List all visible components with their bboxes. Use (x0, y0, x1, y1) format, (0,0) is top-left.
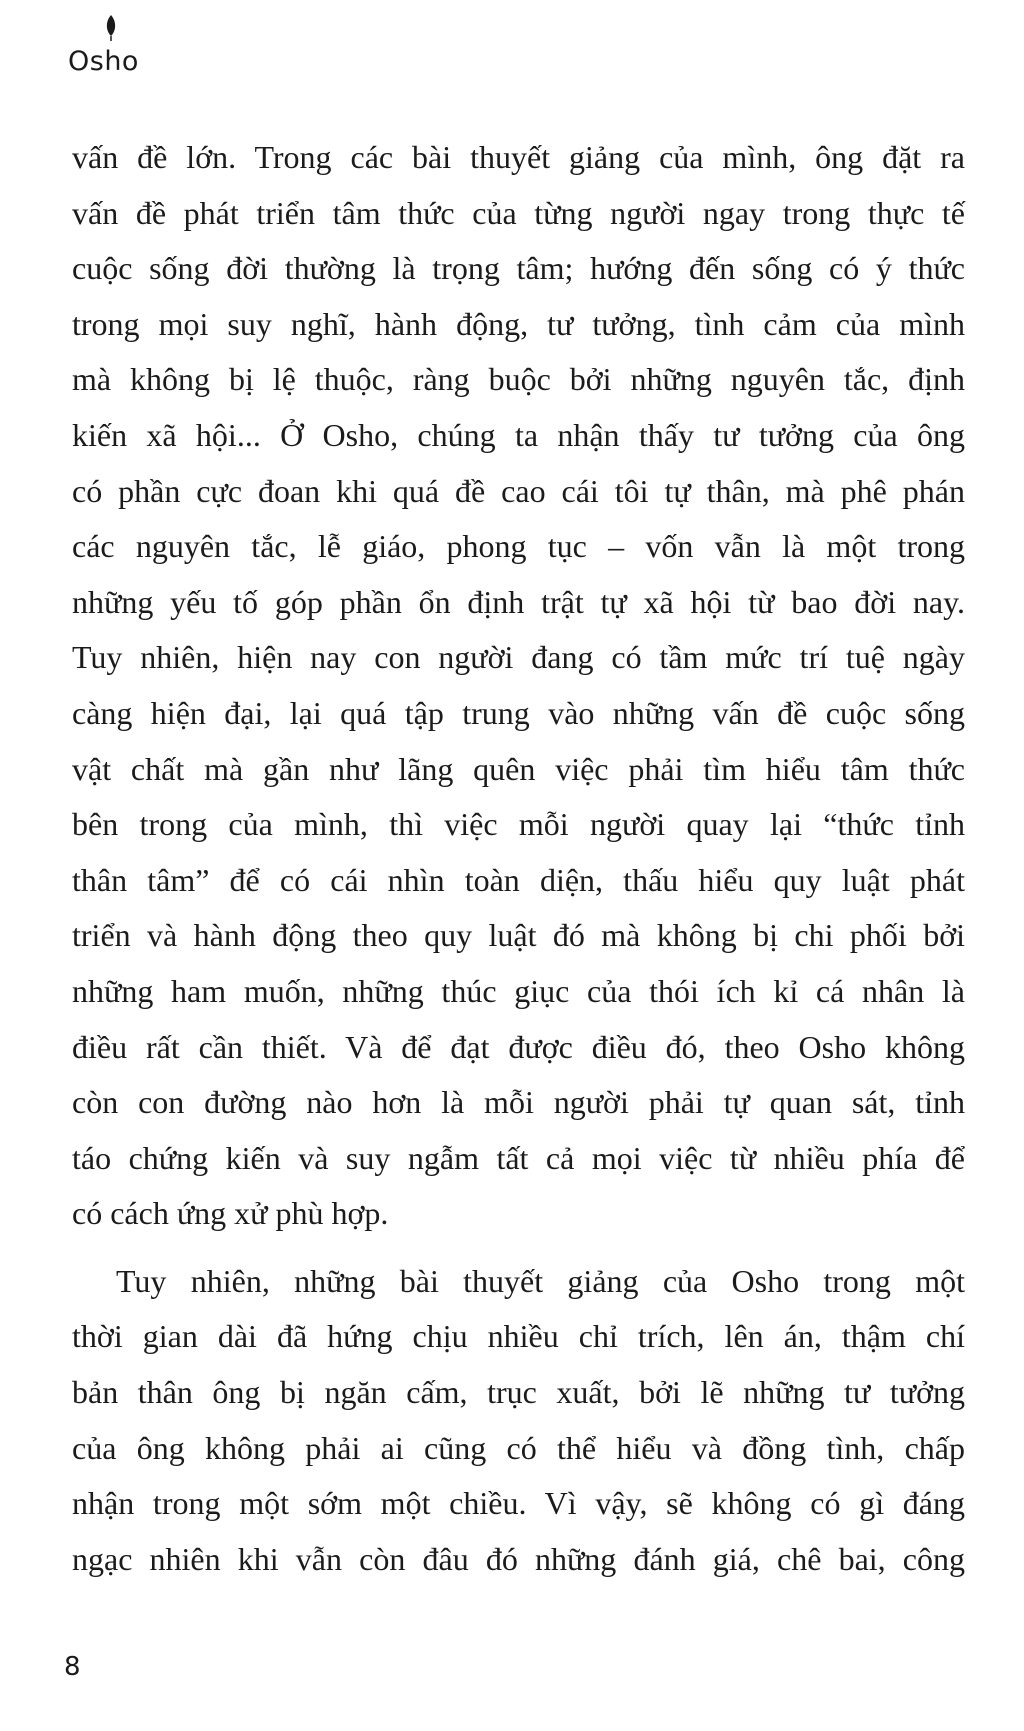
text-line: vật chất mà gần như lãng quên việc phải tìm hiểu tâm thức (72, 750, 965, 787)
text-line: của ông không phải ai cũng có thể hiểu và đồng tình, chấp (72, 1429, 965, 1466)
paragraph-1 (72, 130, 965, 1242)
text-line: Tuy nhiên, những bài thuyết giảng của Osho trong một (116, 1262, 965, 1299)
text-line: mà không bị lệ thuộc, ràng buộc bởi những nguyên tắc, định (72, 361, 965, 398)
text-line: ngạc nhiên khi vẫn còn đâu đó những đánh giá, chê bai, công (72, 1540, 965, 1577)
text-line: vấn đề phát triển tâm thức của từng người ngay trong thực tế (72, 194, 965, 231)
page-header (68, 14, 158, 84)
text-line: càng hiện đại, lại quá tập trung vào những vấn đề cuộc sống (72, 694, 965, 731)
text-line: triển và hành động theo quy luật đó mà không bị chi phối bởi (72, 917, 965, 954)
brand-logo-text: Osho (68, 46, 139, 77)
text-line: điều rất cần thiết. Và để đạt được điều đó, theo Osho không (72, 1028, 965, 1065)
text-line: kiến xã hội... Ở Osho, chúng ta nhận thấy tư tưởng của ông (72, 416, 965, 453)
text-line: táo chứng kiến và suy ngẫm tất cả mọi việc từ nhiều phía để (72, 1139, 965, 1176)
text-line: bản thân ông bị ngăn cấm, trục xuất, bởi lẽ những tư tưởng (72, 1374, 965, 1411)
page-number: 8 (64, 1652, 81, 1682)
text-line: có cách ứng xử phù hợp. (72, 1195, 389, 1232)
text-line: nhận trong một sớm một chiều. Vì vậy, sẽ không có gì đáng (72, 1485, 965, 1522)
text-line: cuộc sống đời thường là trọng tâm; hướng đến sống có ý thức (72, 250, 965, 287)
text-line: những yếu tố góp phần ổn định trật tự xã hội từ bao đời nay. (72, 583, 965, 620)
leaf-icon (104, 14, 118, 42)
text-line: bên trong của mình, thì việc mỗi người quay lại “thức tỉnh (72, 806, 965, 843)
text-line: những ham muốn, những thúc giục của thói ích kỉ cá nhân là (72, 972, 965, 1009)
text-line: Tuy nhiên, hiện nay con người đang có tầm mức trí tuệ ngày (72, 639, 965, 676)
body-text (72, 130, 965, 1587)
text-line: thân tâm” để có cái nhìn toàn diện, thấu hiểu quy luật phát (72, 861, 965, 898)
text-line: có phần cực đoan khi quá đề cao cái tôi tự thân, mà phê phán (72, 472, 965, 509)
text-line: còn con đường nào hơn là mỗi người phải tự quan sát, tỉnh (72, 1084, 965, 1121)
text-line: vấn đề lớn. Trong các bài thuyết giảng của mình, ông đặt ra (72, 139, 965, 175)
text-line: thời gian dài đã hứng chịu nhiều chỉ trích, lên án, thậm chí (72, 1318, 965, 1355)
text-line: trong mọi suy nghĩ, hành động, tư tưởng, tình cảm của mình (72, 305, 965, 342)
text-line: các nguyên tắc, lễ giáo, phong tục – vốn vẫn là một trong (72, 528, 965, 565)
paragraph-2 (72, 1254, 965, 1588)
